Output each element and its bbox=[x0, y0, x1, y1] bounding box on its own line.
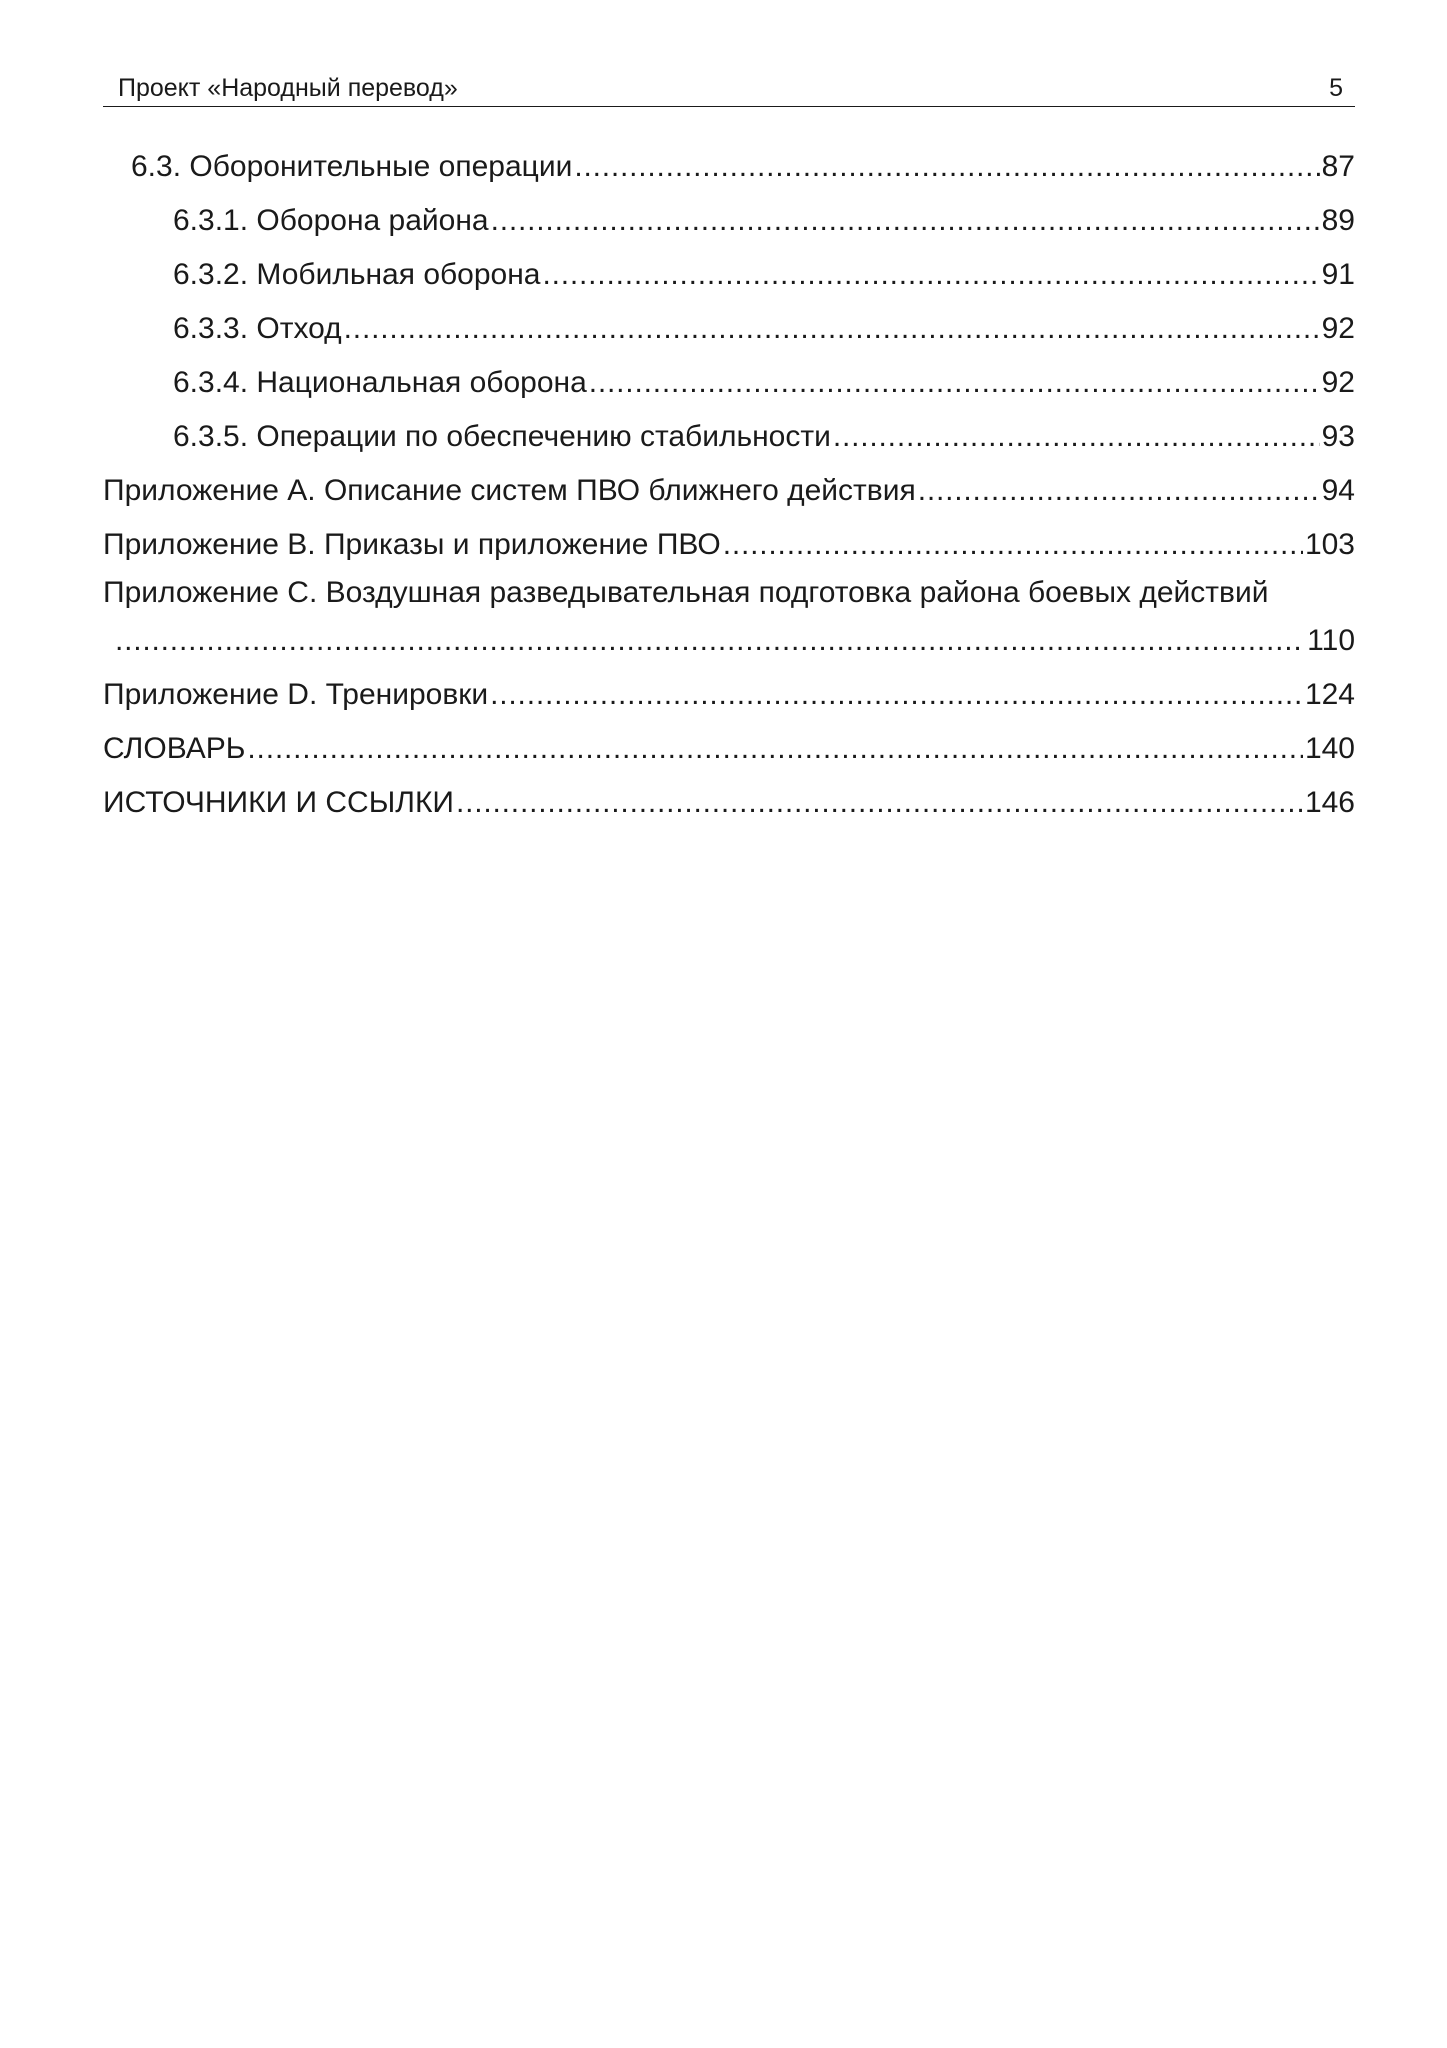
toc-entry-label: 6.3.1. Оборона района bbox=[173, 204, 489, 237]
toc-entry-page: 146 bbox=[1304, 786, 1355, 819]
dot-leader bbox=[456, 776, 1303, 830]
toc-entry-label: 6.3.2. Мобильная оборона bbox=[173, 258, 541, 291]
header-page-number: 5 bbox=[1329, 74, 1343, 102]
toc-entry-label: 6.3. Оборонительные операции bbox=[131, 150, 573, 183]
toc-entry-label: 6.3.4. Национальная оборона bbox=[173, 366, 587, 399]
toc-entry[interactable] bbox=[103, 668, 1355, 722]
toc-entry[interactable] bbox=[103, 356, 1355, 410]
toc-entry[interactable] bbox=[103, 194, 1355, 248]
dot-leader bbox=[918, 464, 1320, 518]
toc-entry[interactable] bbox=[103, 248, 1355, 302]
dot-leader bbox=[344, 302, 1320, 356]
toc-entry[interactable] bbox=[103, 572, 1355, 668]
toc-entry-label: Приложение D. Тренировки bbox=[103, 678, 489, 711]
toc-entry-label: 6.3.3. Отход bbox=[173, 312, 342, 345]
toc-entry[interactable] bbox=[103, 464, 1355, 518]
dot-leader bbox=[723, 518, 1303, 572]
toc-entry-page: 93 bbox=[1321, 420, 1355, 453]
toc-entry[interactable] bbox=[103, 518, 1355, 572]
toc-entry-page: 103 bbox=[1304, 528, 1355, 561]
table-of-contents bbox=[103, 140, 1355, 830]
dot-leader bbox=[115, 614, 1305, 668]
toc-entry-label: Приложение B. Приказы и приложение ПВО bbox=[103, 528, 721, 561]
dot-leader bbox=[589, 356, 1320, 410]
toc-entry[interactable] bbox=[103, 410, 1355, 464]
dot-leader bbox=[491, 194, 1320, 248]
running-header bbox=[103, 70, 1355, 107]
toc-entry[interactable] bbox=[103, 302, 1355, 356]
toc-entry-label: 6.3.5. Операции по обеспечению стабильности bbox=[173, 420, 831, 453]
toc-entry-page: 124 bbox=[1304, 678, 1355, 711]
header-title: Проект «Народный перевод» bbox=[118, 74, 458, 102]
dot-leader bbox=[490, 668, 1303, 722]
toc-entry-page: 92 bbox=[1321, 312, 1355, 345]
toc-entry[interactable] bbox=[103, 722, 1355, 776]
dot-leader bbox=[833, 410, 1320, 464]
toc-entry-label: Приложение A. Описание систем ПВО ближнего действия bbox=[103, 474, 916, 507]
toc-entry-page: 87 bbox=[1321, 150, 1355, 183]
dot-leader bbox=[574, 140, 1319, 194]
dot-leader bbox=[543, 248, 1320, 302]
toc-entry-page: 94 bbox=[1321, 474, 1355, 507]
dot-leader bbox=[247, 722, 1303, 776]
toc-entry-page: 91 bbox=[1321, 258, 1355, 291]
toc-entry-page: 92 bbox=[1321, 366, 1355, 399]
toc-entry[interactable] bbox=[103, 776, 1355, 830]
toc-entry-page: 89 bbox=[1321, 204, 1355, 237]
toc-entry-label: СЛОВАРЬ bbox=[103, 732, 246, 765]
toc-entry-page: 140 bbox=[1304, 732, 1355, 765]
toc-entry-label: ИСТОЧНИКИ И ССЫЛКИ bbox=[103, 786, 454, 819]
toc-entry-label: Приложение C. Воздушная разведывательная подготовка района боевых действий bbox=[103, 576, 1269, 609]
toc-entry[interactable] bbox=[103, 140, 1355, 194]
toc-entry-page: 110 bbox=[1307, 624, 1355, 657]
